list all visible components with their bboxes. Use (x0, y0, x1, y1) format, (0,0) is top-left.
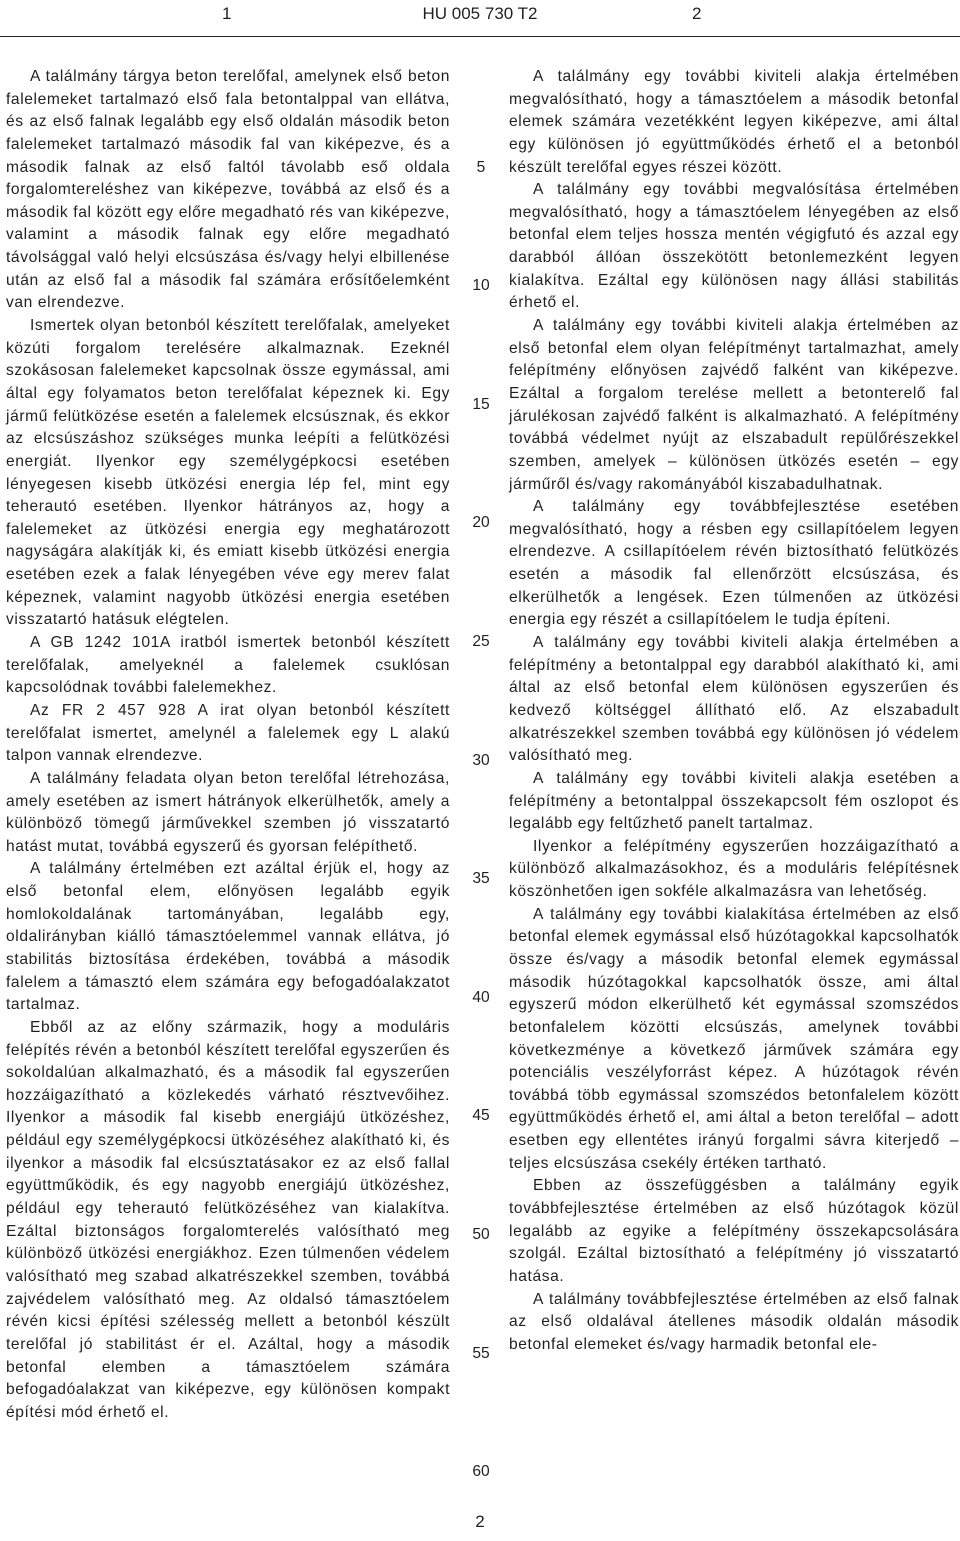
paragraph: A GB 1242 101A iratból ismertek betonból készített terelőfalak, amelyeknél a falelemek csuklósan kapcsolódnak további falelemekhez. (6, 634, 450, 697)
paragraph: A találmány feladata olyan beton terelőfal létrehozása, amely esetében az ismert hátrányok elkerülhetők, amely a különböző tömegű járművekkel szemben jó visszatartó hatást mutat, továbbá egyszerű és gyorsan felépíthető. (6, 769, 450, 855)
paragraph: A találmány értelmében ezt azáltal érjük el, hogy az első betonfal elem, előnyösen legalább egyik homlokoldalának tartományában, legalább egy, oldalirányban kiálló támasztóelemmel vannak ellátva, jó stabilitás biztosítása érdekében, továbbá a második falelem a támasztó elem számára egy befogadóalakzatot tartalmaz. (6, 860, 450, 1014)
page-number: 2 (475, 1512, 485, 1531)
line-number: 20 (472, 514, 490, 531)
line-number: 35 (472, 870, 490, 887)
line-number: 40 (472, 989, 490, 1006)
line-number: 15 (472, 396, 490, 413)
line-number: 30 (472, 752, 490, 769)
line-number: 10 (472, 277, 490, 294)
paragraph: Ilyenkor a felépítmény egyszerűen hozzáigazítható a különböző alkalmazásokhoz, és a moduláris felépítésnek köszönhetően igen sokféle alkalmazásra van lehetőség. (509, 837, 959, 901)
paragraph: A találmány egy további megvalósítása értelmében megvalósítható, hogy a támasztóelem lényegében az első betonfal elem teljes hossza mentén végigfutó és azzal egy darabból állóan összekötött betonlemezként legyen kialakítva. Ezáltal egy különösen nagy állási stabilitás érhető el. (509, 181, 959, 312)
line-number: 5 (476, 159, 486, 176)
patent-number: HU 005 730 T2 (422, 4, 538, 23)
paragraph: A találmány egy további kiviteli alakja értelmében a felépítmény a betontalppal egy darabból alakítható ki, ami által az első betonfal elem különösen egyszerűen és kedvező költséggel állítható elő. Az elszabadult alkatrészekkel szemben továbbá egy különösen jó védelem valósítható meg. (509, 634, 959, 765)
paragraph: A találmány egy továbbfejlesztése esetében megvalósítható, hogy a résben egy csillapítóelem legyen elrendezve. A csillapítóelem révén biztosítható felütközés esetén a második fal ellenőrzött elcsúszása, és elkerülhetők a lengések. Ezen túlmenően az ütközési energia egy részét a csillapítóelem le tudja építeni. (509, 498, 959, 629)
right-column (509, 66, 959, 1357)
line-number: 25 (472, 633, 490, 650)
right-page-number: 2 (692, 4, 702, 23)
paragraph: A találmány egy további kiviteli alakja esetében a felépítmény a betontalppal összekapcsolt fém oszlopot és legalább egy feltűzhető panelt tartalmaz. (509, 769, 959, 833)
line-number: 45 (472, 1107, 490, 1124)
header-rule (0, 36, 960, 37)
paragraph: A találmány továbbfejlesztése értelmében az első falnak az első oldalával átellenes második oldalán második betonfal elemeket és/vagy harmadik betonfal ele- (509, 1290, 959, 1353)
paragraph: A találmány tárgya beton terelőfal, amelynek első beton falelemeket tartalmazó első fala betontalppal van ellátva, és az első falnak legalább egy első oldalán második beton falelemeket tartalmazó második fal van kiképezve, és a második falnak az első faltól távolabb eső oldala forgalomtereléshez van kiképezve, továbbá az első és a második fal között egy előre megadható rés van kiképezve, valamint a második falnak egy előre megadható távolsággal való helyi elcsúszása és/vagy helyi elbillenése után az első fal a második fal számára erősítőelemként van elrendezve. (6, 68, 450, 312)
paragraph: Ismertek olyan betonból készített terelőfalak, amelyeket közúti forgalom terelésére alkalmaznak. Ezeknél szokásosan falelemeket kapcsolnak össze egymással, ami által egy folyamatos beton terelőfalat képeznek ki. Egy jármű felütközése esetén a falelemek elcsúsznak, és ekkor az elcsúszáshoz szükséges munka leépíti a felütközési energiát. Ilyenkor egy személygépkocsi esetében lényegesen kisebb ütközési energia lép fel, mint egy teherautó esetében. Ilyenkor hátrányos az, hogy a falelemeket az ütközési energia egy meghatározott nagyságára alakítják ki, és emiatt kisebb ütközési energia esetében ezek a falak lényegében véve egy merev falat képeznek, valamint nagyobb ütközési energia esetében visszatartó hatásuk elégtelen. (6, 317, 450, 629)
paragraph: Ebben az összefüggésben a találmány egyik továbbfejlesztése értelmében az első húzótagok közül legalább az egyike a felépítmény összekapcsolására szolgál. Ezáltal biztosítható a felépítmény jó visszatartó hatása. (509, 1177, 959, 1285)
left-column (6, 66, 450, 1424)
paragraph: A találmány egy további kialakítása értelmében az első betonfal elemek egymással első húzótagokkal kapcsolhatók össze és/vagy a második betonfal elemek egymással második húzótagokkal kapcsolhatók össze, ami által egyszerű módon elkerülhető két egymással szomszédos betonfalelem közötti elcsúszás, amelynek további következménye a következő járművek számára egy potenciális veszélyforrást képez. A húzótagok révén továbbá több egymással szomszédos betonfalelem között együttműködés érhető el, ami által a beton terelőfal – adott esetben egy ellentétes irányú forgalmi sávra kiterjedő – teljes elcsúszása csekély értéken tartható. (509, 905, 959, 1172)
paragraph: Az FR 2 457 928 A irat olyan betonból készített terelőfalat ismertet, amelynél a falelemek egy L alakú talpon vannak elrendezve. (6, 701, 450, 765)
left-page-number: 1 (222, 4, 232, 23)
line-number: 55 (472, 1345, 490, 1362)
paragraph: A találmány egy további kiviteli alakja értelmében megvalósítható, hogy a támasztóelem a második betonfal elemek számára vezetékként legyen kiképezve, ami által egy különösen jó együttműködés érhető el a betonból készült terelőfal egyes részei között. (509, 68, 959, 176)
line-number: 60 (472, 1463, 490, 1480)
line-number: 50 (472, 1226, 490, 1243)
paragraph: A találmány egy további kiviteli alakja értelmében az első betonfal elem olyan felépítményt tartalmazhat, amely felépítmény előnyösen zajvédő falként van kiképezve. Ezáltal a forgalom terelése mellett a betonterelő fal járulékosan zajvédő falként is alkalmazható. A felépítmény továbbá védelmet nyújt az elszabadult repülőrészekkel szemben, amelyek – különösen ütközés esetén – egy járműről és/vagy rakományából kiszabadulhatnak. (509, 317, 959, 493)
paragraph: Ebből az az előny származik, hogy a moduláris felépítés révén a betonból készített terelőfal egyszerűen és sokoldalúan alkalmazható, és a második fal egyszerűen hozzáigazítható a közlekedés várható résztvevőihez. Ilyenkor a második fal kisebb energiájú ütközéshez, például egy személygépkocsi ütközéséhez alakítható ki, és ilyenkor a második fal elcsúsztatásakor ez az első fallal együttműködik, és egy nagyobb energiájú ütközéshez, például egy teherautó felütközéséhez van kialakítva. Ezáltal biztonságos forgalomterelés valósítható meg különböző ütközési energiákhoz. Ezen túlmenően védelem valósítható meg szabad alkatrészekkel szemben, továbbá zajvédelem valósítható meg. Az oldalsó támasztóelem révén kicsi építési szélesség mellett a betonból készült terelőfal jó stabilitást ér el. Azáltal, hogy a második betonfal elemben a támasztóelem számára befogadóalakzat van kiképezve, egy különösen kompakt építési mód érhető el. (6, 1018, 450, 1421)
